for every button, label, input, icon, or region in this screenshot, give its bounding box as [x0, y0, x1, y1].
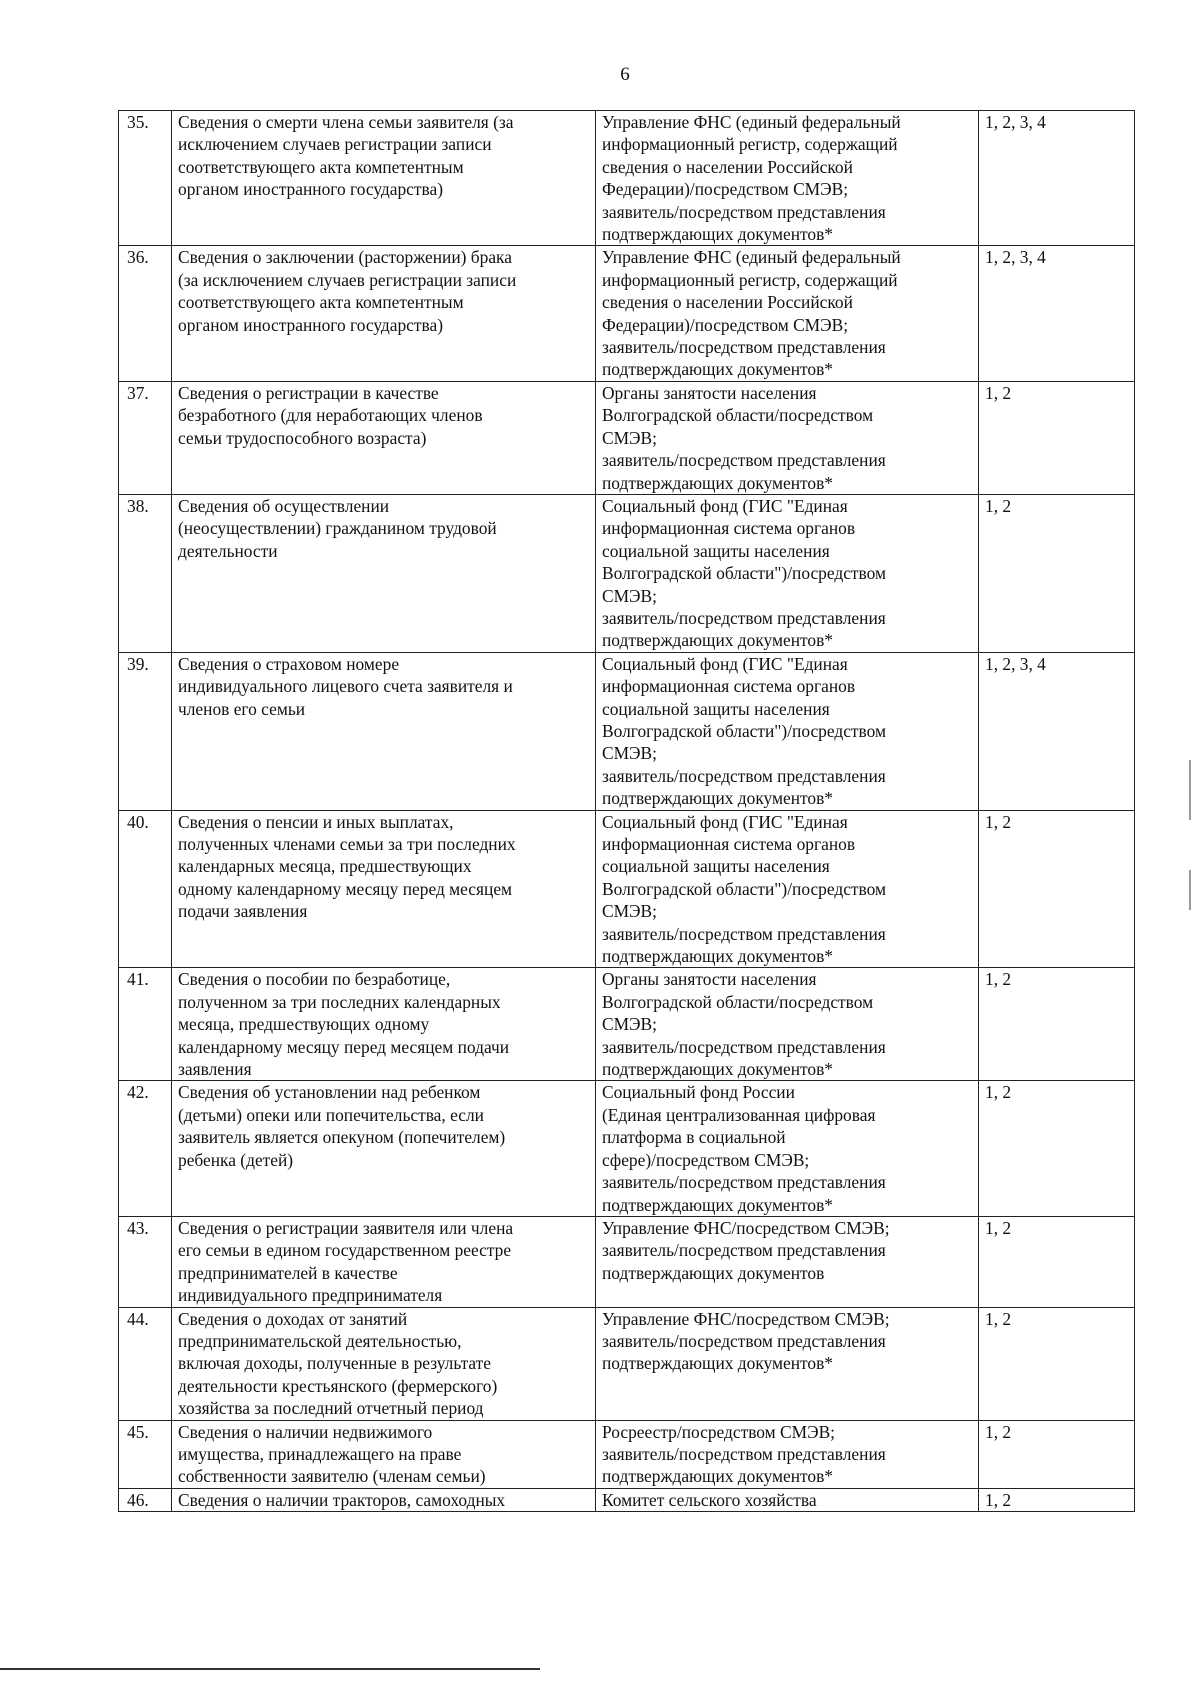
- documents-table: [118, 110, 1135, 1512]
- row-source: Социальный фонд (ГИС "Единая информационная система органов социальной защиты населения Волгоградской области")/посредством СМЭВ; заявитель/посредством представления подтверждающих документов*: [596, 494, 979, 652]
- scan-bottom-rule: [0, 1668, 540, 1670]
- row-source: Управление ФНС (единый федеральный информационный регистр, содержащий сведения о населении Российской Федерации)/посредством СМЭВ; заявитель/посредством представления подтверждающих документов*: [596, 111, 979, 246]
- row-codes: 1, 2: [979, 810, 1135, 968]
- table-row: [119, 1081, 1135, 1216]
- row-source: Социальный фонд (ГИС "Единая информационная система органов социальной защиты населения Волгоградской области")/посредством СМЭВ; заявитель/посредством представления подтверждающих документов*: [596, 652, 979, 810]
- row-number: 46.: [119, 1488, 172, 1511]
- row-codes: 1, 2: [979, 1081, 1135, 1216]
- row-codes: 1, 2: [979, 1488, 1135, 1511]
- row-codes: 1, 2: [979, 1307, 1135, 1420]
- row-codes: 1, 2: [979, 968, 1135, 1081]
- row-number: 38.: [119, 494, 172, 652]
- row-number: 42.: [119, 1081, 172, 1216]
- row-info: Сведения о пенсии и иных выплатах, полученных членами семьи за три последних календарных месяца, предшествующих одному календарному месяцу перед месяцем подачи заявления: [172, 810, 596, 968]
- row-number: 35.: [119, 111, 172, 246]
- row-source: Социальный фонд (ГИС "Единая информационная система органов социальной защиты населения Волгоградской области")/посредством СМЭВ; заявитель/посредством представления подтверждающих документов*: [596, 810, 979, 968]
- row-codes: 1, 2: [979, 381, 1135, 494]
- row-info: Сведения о страховом номере индивидуального лицевого счета заявителя и членов его семьи: [172, 652, 596, 810]
- row-info: Сведения о регистрации в качестве безработного (для неработающих членов семьи трудоспособного возраста): [172, 381, 596, 494]
- row-source: Социальный фонд России (Единая централизованная цифровая платформа в социальной сфере)/посредством СМЭВ; заявитель/посредством представления подтверждающих документов*: [596, 1081, 979, 1216]
- row-source: Управление ФНС/посредством СМЭВ; заявитель/посредством представления подтверждающих документов: [596, 1216, 979, 1307]
- row-info: Сведения о заключении (расторжении) брака (за исключением случаев регистрации записи соответствующего акта компетентным органом иностранного государства): [172, 246, 596, 381]
- table-row: [119, 1307, 1135, 1420]
- row-number: 43.: [119, 1216, 172, 1307]
- scan-edge-mark: [1189, 760, 1191, 820]
- row-codes: 1, 2: [979, 1216, 1135, 1307]
- row-info: Сведения об установлении над ребенком (детьми) опеки или попечительства, если заявитель является опекуном (попечителем) ребенка (детей): [172, 1081, 596, 1216]
- row-info: Сведения об осуществлении (неосуществлении) гражданином трудовой деятельности: [172, 494, 596, 652]
- page-number: 6: [620, 64, 630, 85]
- table-row: [119, 111, 1135, 246]
- row-number: 41.: [119, 968, 172, 1081]
- row-source: Управление ФНС (единый федеральный информационный регистр, содержащий сведения о населении Российской Федерации)/посредством СМЭВ; заявитель/посредством представления подтверждающих документов*: [596, 246, 979, 381]
- row-source: Органы занятости населения Волгоградской области/посредством СМЭВ; заявитель/посредством представления подтверждающих документов*: [596, 381, 979, 494]
- row-codes: 1, 2: [979, 1420, 1135, 1488]
- row-number: 39.: [119, 652, 172, 810]
- row-info: Сведения о наличии тракторов, самоходных: [172, 1488, 596, 1511]
- table-row: [119, 381, 1135, 494]
- row-number: 40.: [119, 810, 172, 968]
- row-info: Сведения о наличии недвижимого имущества, принадлежащего на праве собственности заявителю (членам семьи): [172, 1420, 596, 1488]
- table-row: [119, 968, 1135, 1081]
- row-number: 37.: [119, 381, 172, 494]
- row-codes: 1, 2: [979, 494, 1135, 652]
- table-row: [119, 1488, 1135, 1511]
- table-row: [119, 1420, 1135, 1488]
- row-info: Сведения о доходах от занятий предпринимательской деятельностью, включая доходы, полученные в результате деятельности крестьянского (фермерского) хозяйства за последний отчетный период: [172, 1307, 596, 1420]
- scan-edge-mark: [1189, 870, 1191, 910]
- row-info: Сведения о пособии по безработице, полученном за три последних календарных месяца, предшествующих одному календарному месяцу перед месяцем подачи заявления: [172, 968, 596, 1081]
- row-codes: 1, 2, 3, 4: [979, 111, 1135, 246]
- table-row: [119, 494, 1135, 652]
- row-source: Органы занятости населения Волгоградской области/посредством СМЭВ; заявитель/посредством представления подтверждающих документов*: [596, 968, 979, 1081]
- row-source: Росреестр/посредством СМЭВ; заявитель/посредством представления подтверждающих документов*: [596, 1420, 979, 1488]
- table-row: [119, 1216, 1135, 1307]
- row-source: Комитет сельского хозяйства: [596, 1488, 979, 1511]
- row-number: 36.: [119, 246, 172, 381]
- table-row: [119, 652, 1135, 810]
- row-codes: 1, 2, 3, 4: [979, 652, 1135, 810]
- row-codes: 1, 2, 3, 4: [979, 246, 1135, 381]
- row-info: Сведения о смерти члена семьи заявителя (за исключением случаев регистрации записи соответствующего акта компетентным органом иностранного государства): [172, 111, 596, 246]
- table-row: [119, 246, 1135, 381]
- row-number: 45.: [119, 1420, 172, 1488]
- table-row: [119, 810, 1135, 968]
- row-number: 44.: [119, 1307, 172, 1420]
- row-source: Управление ФНС/посредством СМЭВ; заявитель/посредством представления подтверждающих документов*: [596, 1307, 979, 1420]
- row-info: Сведения о регистрации заявителя или члена его семьи в едином государственном реестре предпринимателей в качестве индивидуального предпринимателя: [172, 1216, 596, 1307]
